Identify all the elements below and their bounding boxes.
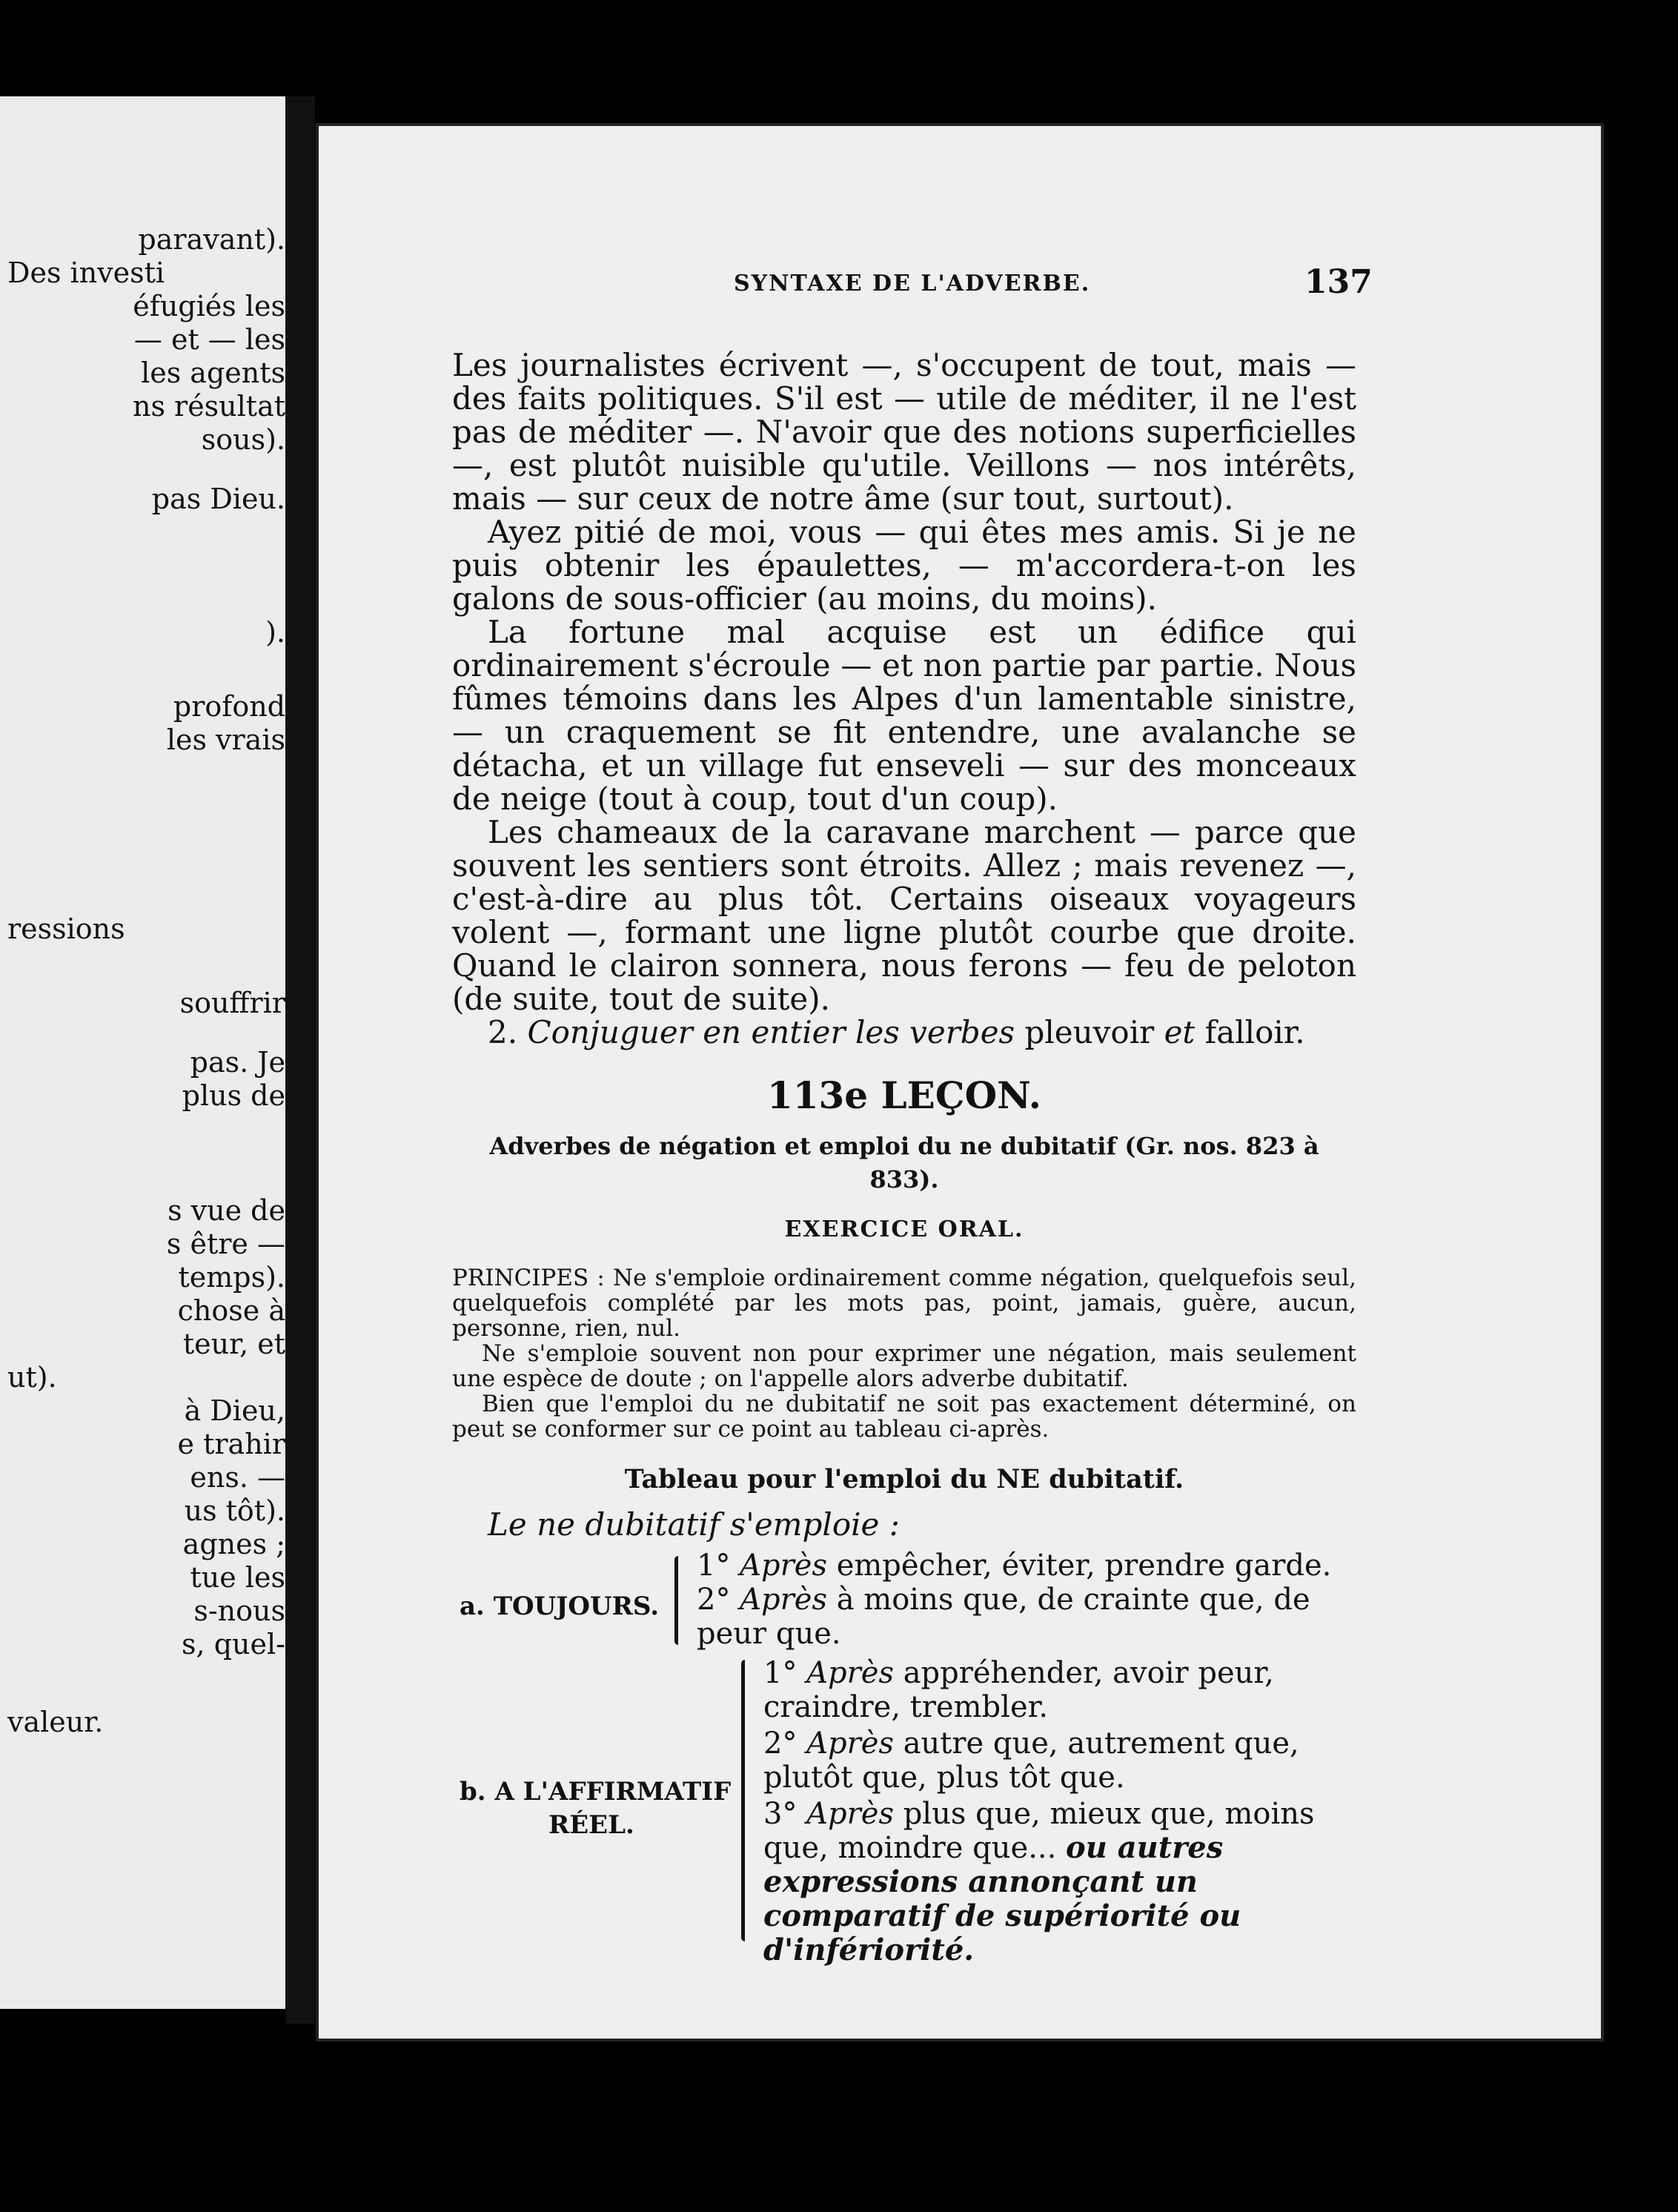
left-page-line: s-nous [193, 1595, 285, 1627]
paragraph: Les chameaux de la caravane marchent — parce que souvent les sentiers sont étroits. Allez ; mais revenez —, c'est-à-dire au plus tôt. Certains oiseaux voyageurs volent —, formant une ligne plutôt courbe que droite. Quand le clairon sonnera, nous ferons — feu de peloton (de suite, tout de suite). [452, 814, 1356, 1017]
left-page-line: agnes ; [182, 1528, 285, 1560]
paragraph: Les journalistes écrivent —, s'occupent de tout, mais — des faits politiques. S'il est — utile de méditer, il ne l'est pas de méditer —. N'avoir que des notions superficielles —, est plutôt nuisible qu'utile. Veillons — nos intérêts, mais — sur ceux de notre âme (sur tout, surtout). [452, 347, 1356, 517]
table-item: 2° Après autre que, autrement que, plutôt que, plus tôt que. [763, 1726, 1299, 1795]
left-page-line: plus de [182, 1079, 285, 1112]
exercise-label: EXERCICE ORAL. [784, 1216, 1024, 1242]
exercise-2: 2. Conjuguer en entier les verbes pleuvoir et falloir. [488, 1014, 1305, 1050]
left-page-line: ns résultat [132, 390, 285, 423]
left-page [0, 96, 285, 2009]
left-page-line: Des investi [7, 256, 165, 289]
table-item: 1° Après empêcher, éviter, prendre garde. [697, 1549, 1332, 1583]
left-page-line: ens. — [190, 1461, 285, 1494]
left-page-line: pas Dieu. [151, 483, 285, 515]
row-label-a: a. TOUJOURS. [460, 1592, 660, 1621]
page-number: 137 [1304, 263, 1373, 301]
page-content [452, 347, 1356, 1967]
left-page-line: sous). [201, 423, 285, 456]
row-label-b: b. A L'AFFIRMATIF [460, 1777, 732, 1807]
book-gutter [285, 96, 315, 2024]
dubitatif-table [452, 1549, 1356, 1967]
lesson-title: 113e LEÇON. [766, 1073, 1042, 1117]
left-page-line: les agents [141, 357, 285, 389]
left-page-line: tue les [190, 1561, 285, 1594]
running-title: SYNTAXE DE L'ADVERBE. [734, 271, 1091, 297]
table-item: 2° Après à moins que, de crainte que, de peur que. [697, 1583, 1310, 1651]
principle-text: Bien que l'emploi du ne dubitatif ne soit pas exactement déterminé, on peut se conformer sur ce point au tableau ci-après. [452, 1391, 1356, 1443]
brace [674, 1556, 678, 1645]
table-item: 3° Après plus que, mieux que, moins que, moindre que... ou autres expressions annonçant un comparatif de supériorité ou d'infériorité. [763, 1797, 1315, 1967]
left-page-line: chose à [177, 1294, 285, 1327]
table-title: Tableau pour l'emploi du NE dubitatif. [624, 1464, 1184, 1494]
principle-text: PRINCIPES : Ne s'emploie ordinairement comme négation, quelquefois seul, quelquefois complété par les mots pas, point, jamais, guère, aucun, personne, rien, nul. [452, 1265, 1356, 1342]
left-page-line: — et — les [133, 323, 285, 356]
left-page-line: s être — [166, 1228, 285, 1260]
left-page-line: temps). [178, 1261, 285, 1294]
left-page-line: us tôt). [184, 1494, 285, 1527]
left-page-line: paravant). [138, 223, 285, 256]
right-page [319, 126, 1601, 2039]
left-page-line: teur, et [182, 1328, 285, 1360]
table-intro: Le ne dubitatif s'emploie : [488, 1506, 900, 1543]
table-item: 1° Après appréhender, avoir peur, craindre, trembler. [763, 1656, 1274, 1724]
paragraph: La fortune mal acquise est un édifice qui ordinairement s'écroule — et non partie par partie. Nous fûmes témoins dans les Alpes d'un lamentable sinistre, — un craquement se fit entendre, une avalanche se détacha, et un village fut enseveli — sur des monceaux de neige (tout à coup, tout d'un coup). [452, 614, 1356, 817]
brace [741, 1660, 745, 1941]
lesson-subtitle: Adverbes de négation et emploi du ne dubitatif (Gr. nos. 823 à 833). [489, 1132, 1319, 1193]
left-page-line: profond [173, 690, 285, 723]
left-page-line: ). [265, 616, 285, 649]
left-page-line: éfugiés les [133, 290, 285, 322]
left-page-line: à Dieu, [184, 1394, 285, 1427]
left-page-line: valeur. [7, 1706, 104, 1738]
left-page-line: souffrir [179, 987, 285, 1019]
principle-text: Ne s'emploie souvent non pour exprimer une négation, mais seulement une espèce de doute ; on l'appelle alors adverbe dubitatif. [452, 1340, 1356, 1392]
left-page-line: e trahir [177, 1428, 285, 1460]
paragraph: Ayez pitié de moi, vous — qui êtes mes amis. Si je ne puis obtenir les épaulettes, — m'accordera-t-on les galons de sous-officier (au moins, du moins). [452, 514, 1356, 617]
left-page-line: s, quel- [182, 1628, 285, 1660]
left-page-line: ressions [7, 913, 125, 945]
left-page-line: ut). [7, 1361, 57, 1394]
left-page-line: pas. Je [190, 1046, 285, 1079]
left-page-line: s vue de [168, 1194, 285, 1227]
row-label-b-2: RÉEL. [548, 1810, 634, 1840]
left-page-line: les vrais [166, 723, 285, 756]
